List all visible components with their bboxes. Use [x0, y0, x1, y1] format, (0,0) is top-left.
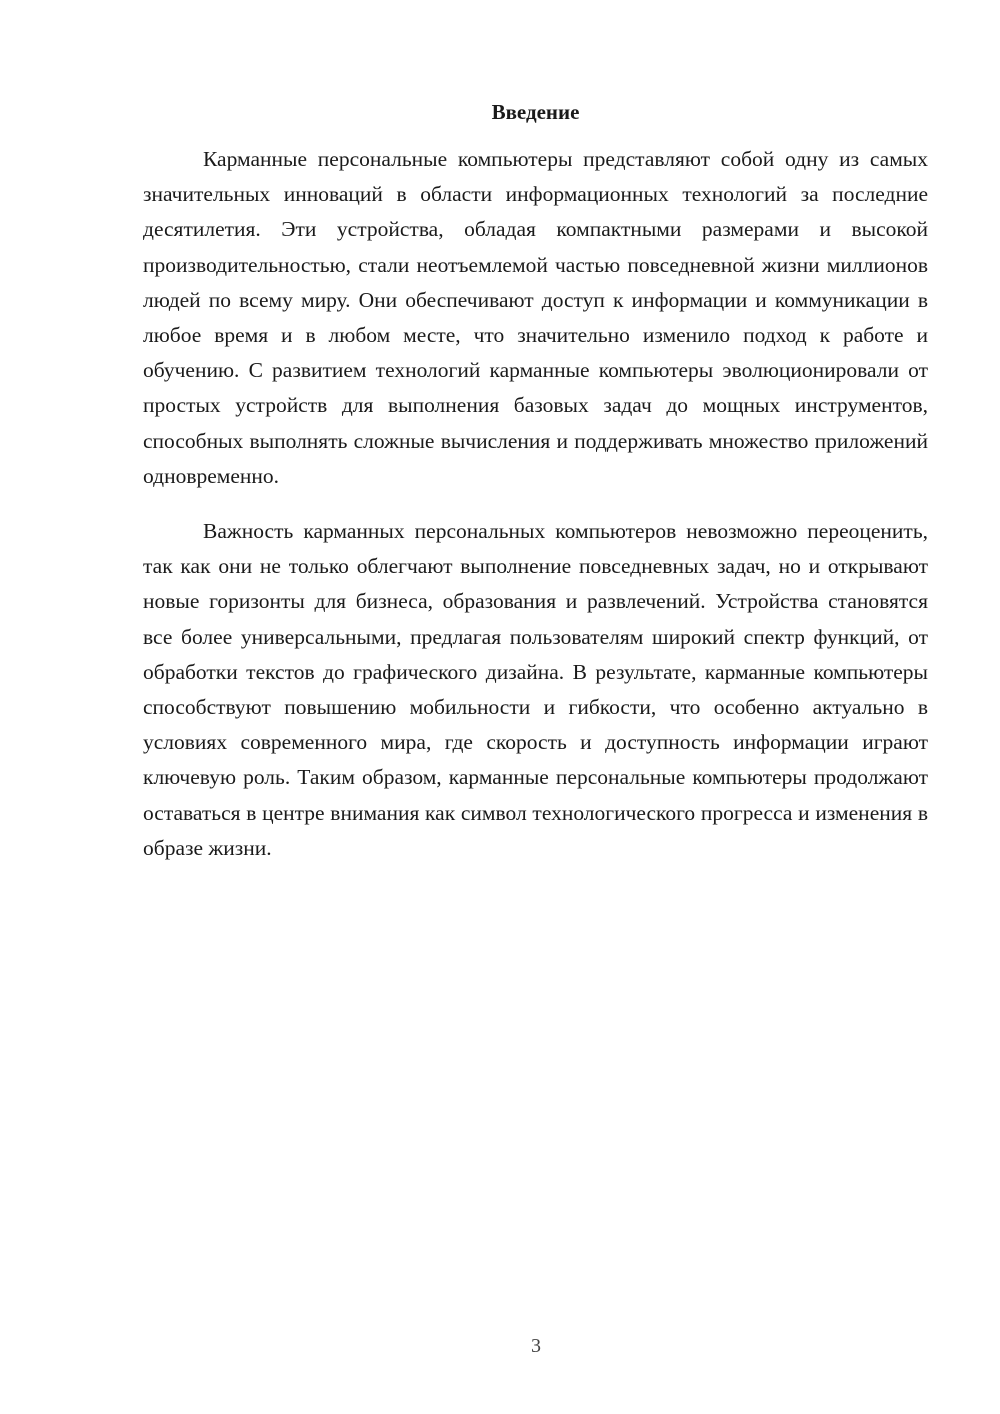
section-heading: Введение: [491, 100, 580, 124]
page-number: 3: [531, 1335, 541, 1357]
paragraph-1: Карманные персональные компьютеры представляют собой одну из самых значительных инноваций в области информационных технологий за последние десятилетия. Эти устройства, обладая компактными размерами и высокой производительностью, стали неотъемлемой частью повседневной жизни миллионов людей по всему миру. Они обеспечивают доступ к информации и коммуникации в любое время и в любом месте, что значительно изменило подход к работе и обучению. С развитием технологий карманные компьютеры эволюционировали от простых устройств для выполнения базовых задач до мощных инструментов, способных выполнять сложные вычисления и поддерживать множество приложений одновременно.: [143, 147, 928, 488]
paragraph-2: Важность карманных персональных компьютеров невозможно переоценить, так как они не только облегчают выполнение повседневных задач, но и открывают новые горизонты для бизнеса, образования и развлечений. Устройства становятся все более универсальными, предлагая пользователям широкий спектр функций, от обработки текстов до графического дизайна. В результате, карманные компьютеры способствуют повышению мобильности и гибкости, что особенно актуально в условиях современного мира, где скорость и доступность информации играют ключевую роль. Таким образом, карманные персональные компьютеры продолжают оставаться в центре внимания как символ технологического прогресса и изменения в образе жизни.: [143, 519, 928, 860]
body-text: [143, 142, 928, 866]
